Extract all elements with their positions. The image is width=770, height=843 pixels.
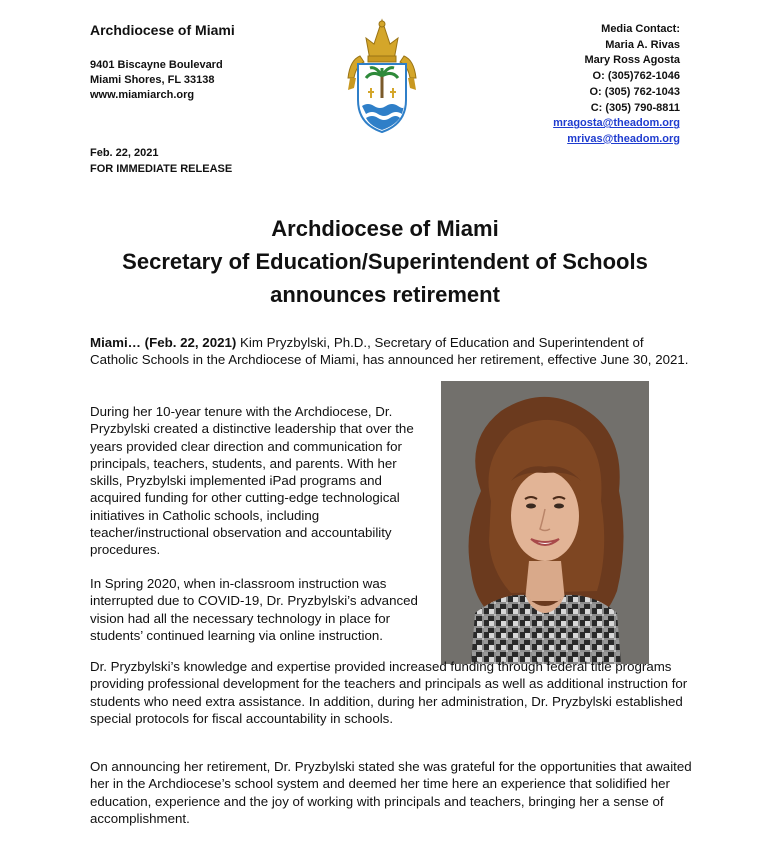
contact-phone-2: O: (305) 762-1043 [589,85,680,98]
release-type: FOR IMMEDIATE RELEASE [90,163,233,175]
contact-name-2: Mary Ross Agosta [584,54,680,67]
address-line-2: Miami Shores, FL 33138 [90,74,215,86]
organization-address [90,58,223,103]
press-release-headline [60,212,710,311]
media-contact-label: Media Contact: [601,23,680,35]
paragraph-covid: In Spring 2020, when in-classroom instruction was interrupted due to COVID-19, Dr. Pryzbylski’s advanced vision had all the necessary technology in place for students’ continued learning via online instruction. [90,576,418,643]
paragraph-expertise: Dr. Pryzbylski’s knowledge and expertise provided increased funding through federal title programs providing professional development for the teachers and principals as well as additional instruction for students who need extra assistance. In addition, during her administration, Dr. Pryzbylski established special protocols for fiscal accountability in schools. [90,659,688,726]
contact-name-1: Maria A. Rivas [605,38,680,51]
headline-line-2: Secretary of Education/Superintendent of Schools [122,249,648,274]
paragraph-retirement-statement: On announcing her retirement, Dr. Pryzbylski stated she was grateful for the opportunities that awaited her in the Archdiocese’s school system and deemed her time here an experience that solidified her education, experience and the joy of working with principals and teachers, bringing her a sense of accomplishment. [90,759,692,826]
contact-phone-3: C: (305) 790-8811 [590,101,680,114]
lead-paragraph [90,334,695,369]
media-contact-block [553,22,680,148]
contact-phone-1: O: (305)762-1046 [592,70,680,83]
paragraph-tenure: During her 10-year tenure with the Archdiocese, Dr. Pryzbylski created a distinctive leadership that over the years provided clear direction and communication for principals, teachers, students, and parents. With her skills, Pryzbylski implemented iPad programs and acquired funding for other cutting-edge technological initiatives in Catholic schools, including teacher/instructional observation and accountability procedures. [90,404,414,558]
website-text: www.miamiarch.org [90,89,195,101]
headline-line-3: announces retirement [270,282,500,307]
release-dateline [90,145,232,177]
organization-name: Archdiocese of Miami [90,22,235,38]
contact-email-link-2[interactable]: mrivas@theadom.org [567,132,680,145]
coat-of-arms-icon [346,16,418,136]
portrait-photo [441,381,649,664]
lead-text: Kim Pryzbylski, Ph.D., Secretary of Education and Superintendent of Catholic Schools in the Archdiocese of Miami, has announced her retirement, effective June 30, 2021. [90,335,689,368]
contact-email-link-1[interactable]: mragosta@theadom.org [553,117,680,130]
address-line-1: 9401 Biscayne Boulevard [90,59,223,71]
lead-dateline: Miami… (Feb. 22, 2021) [90,335,237,350]
headline-line-1: Archdiocese of Miami [271,216,499,241]
release-date: Feb. 22, 2021 [90,147,159,159]
